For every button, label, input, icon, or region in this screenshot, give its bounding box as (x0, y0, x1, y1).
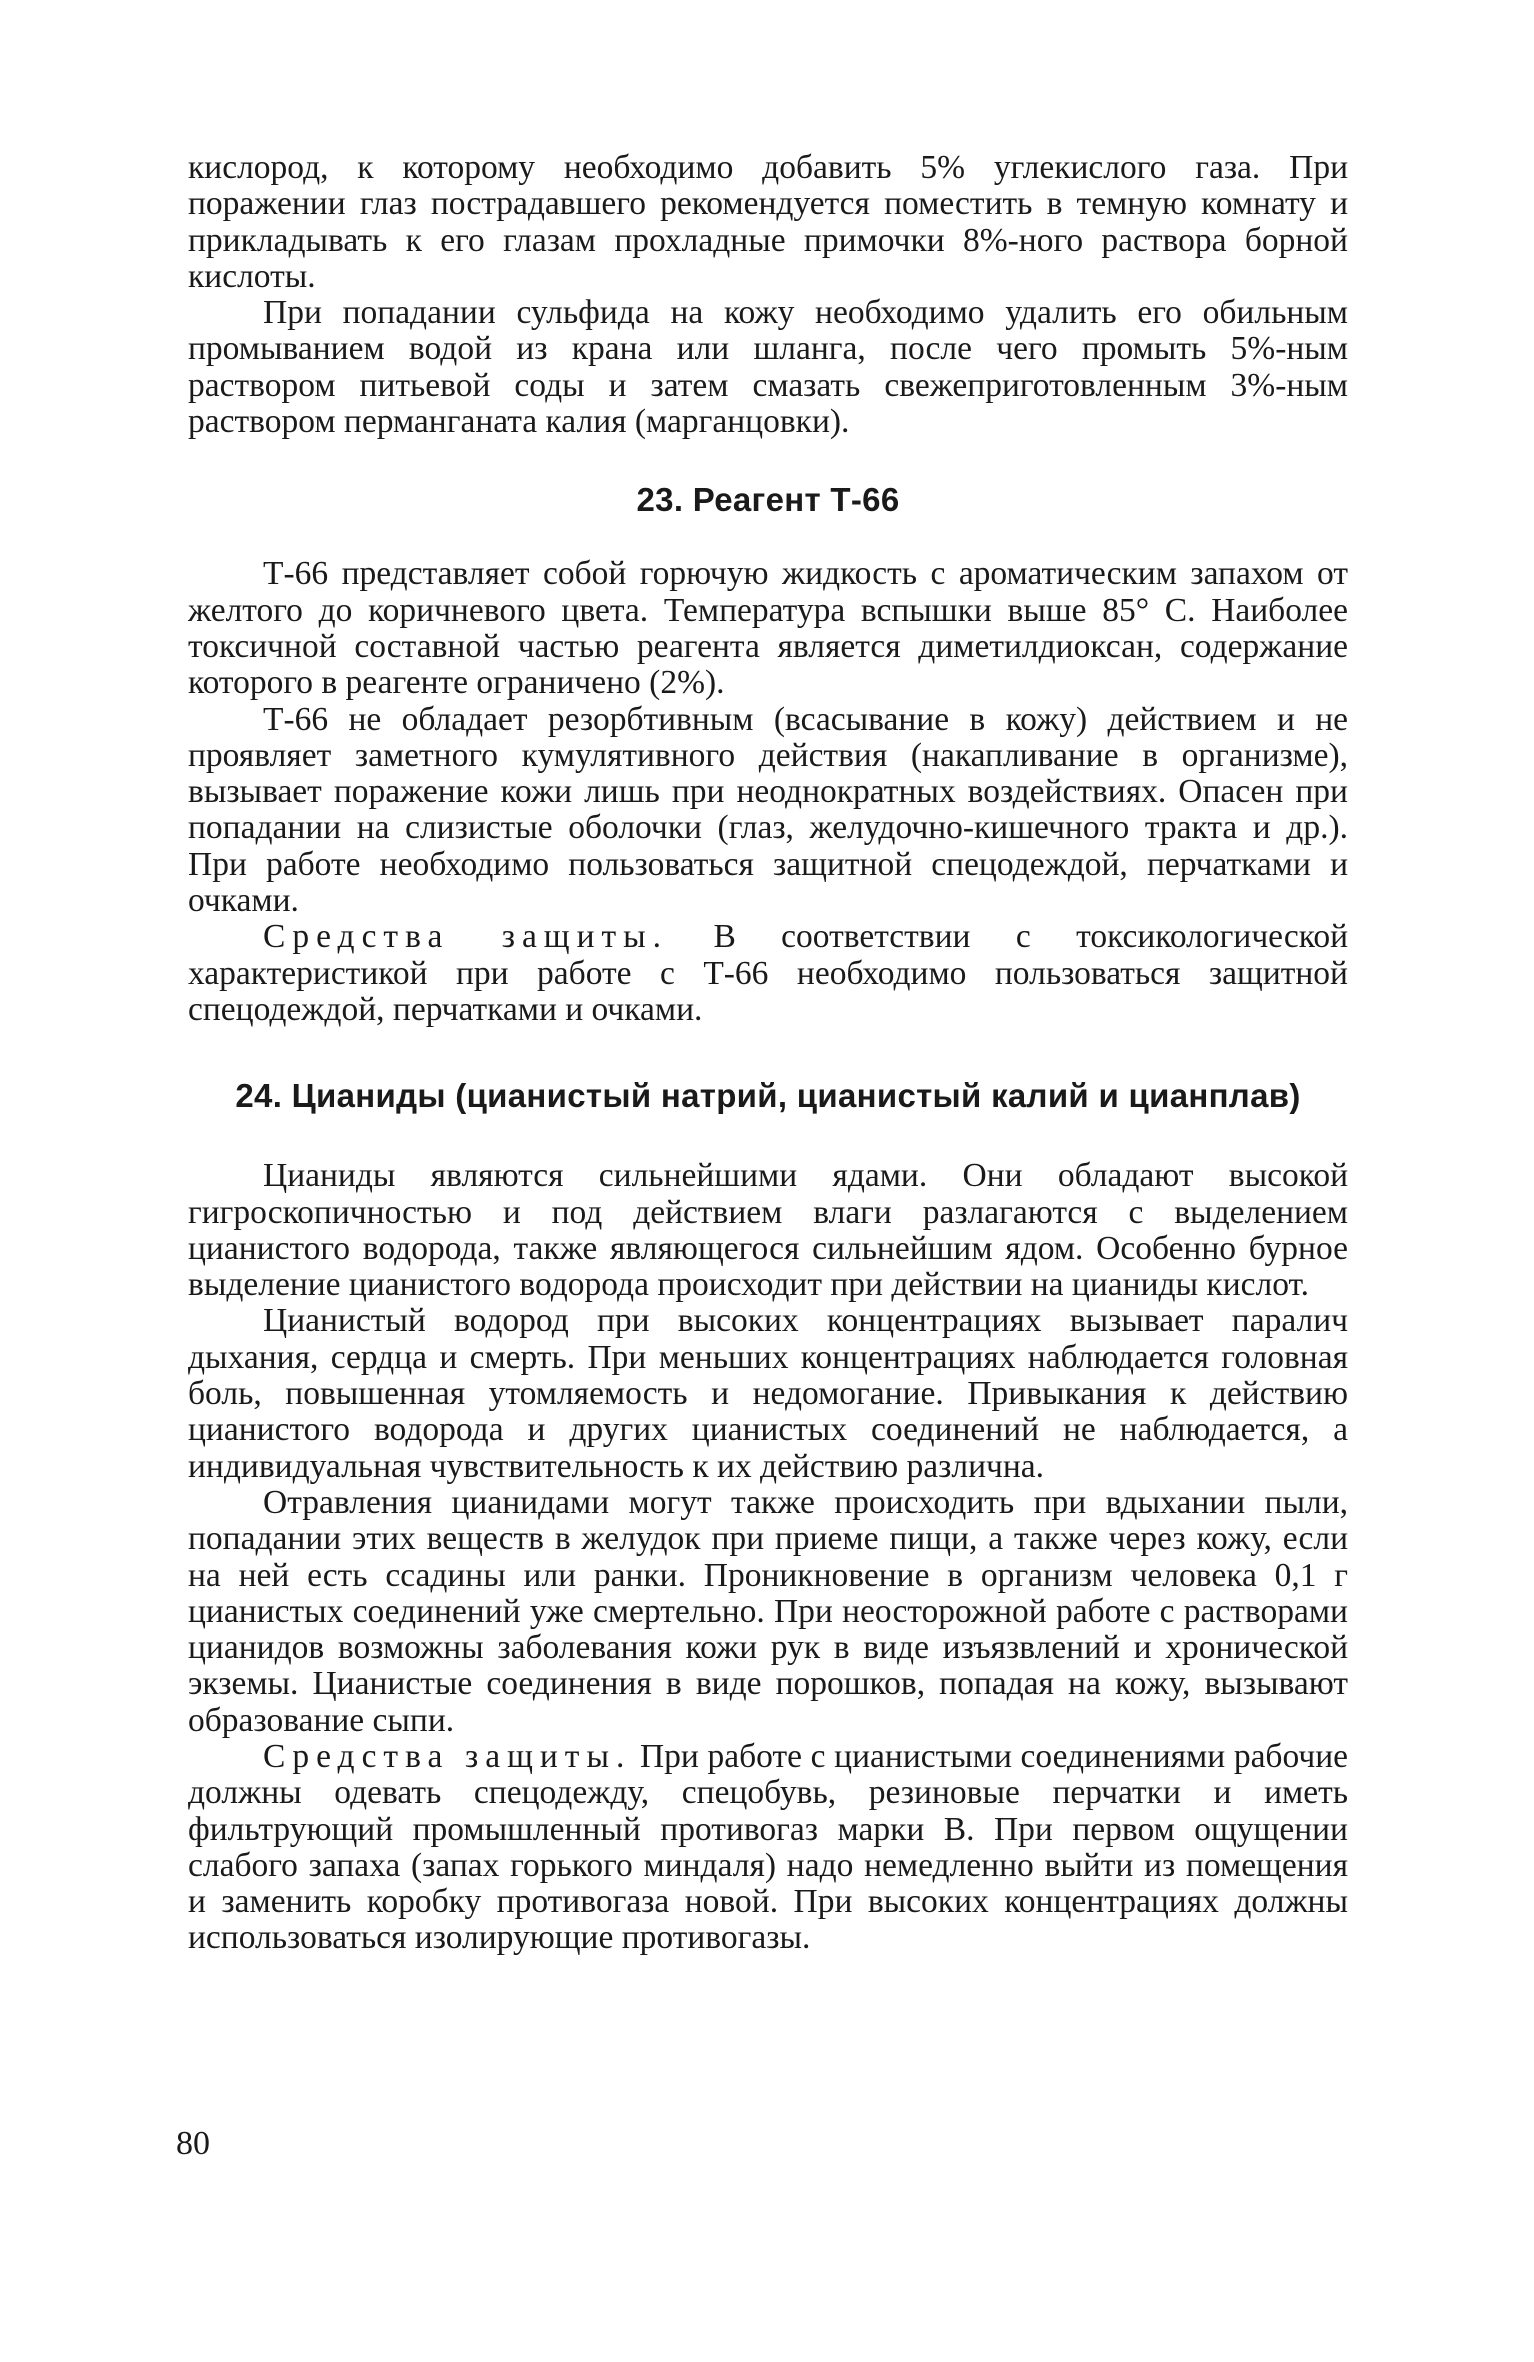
section-23-paragraph-2: Т-66 не обладает резорбтивным (всасывание в кожу) действием и не проявляет заметного кумулятивного действия (накапливание в организме), вызывает поражение кожи лишь при неоднократных воздействиях. Опасен при попадании на слизистые оболочки (глаз, желудочно-кишечного тракта и др.). При работе необходимо пользоваться защитной спецодеждой, перчатками и очками. (188, 700, 1348, 920)
protection-text: В соответствии с токсикологической характеристикой при работе с Т-66 необходимо пользоваться защитной спецодеждой, перчатками и очками. (188, 918, 1348, 1028)
page-body (188, 150, 1348, 1957)
section-24-paragraph-4 (188, 1739, 1348, 1957)
section-23-paragraph-1: Т-66 представляет собой горючую жидкость с ароматическим запахом от желтого до коричневого цвета. Температура вспышки выше 85° С. Наиболее токсичной составной частью реагента является диметилдиоксан, содержание которого в реагенте ограничено (2%). (188, 555, 1348, 702)
section-24-paragraph-2: Цианистый водород при высоких концентрациях вызывает паралич дыхания, сердца и смерть. При меньших концентрациях наблюдается головная боль, повышенная утомляемость и недомогание. Привыкания к действию цианистого водорода и других цианистых соединений не наблюдается, а индивидуальная чувствительность к их действию различна. (188, 1302, 1348, 1485)
protection-label: Средства защиты. (263, 1737, 632, 1775)
protection-text: При работе с цианистыми соединениями рабочие должны одевать спецодежду, спецобувь, резиновые перчатки и иметь фильтрующий промышленный противогаз марки В. При первом ощущении слабого запаха (запах горького миндаля) надо немедленно выйти из помещения и заменить коробку противогаза новой. При высоких концентрациях должны использоваться изолирующие противогазы. (188, 1737, 1349, 1957)
section-23-paragraph-3 (188, 919, 1348, 1028)
intro-paragraph-1: кислород, к которому необходимо добавить 5% углекислого газа. При поражении глаз пострадавшего рекомендуется поместить в темную комнату и прикладывать к его глазам прохладные примочки 8%-ного раствора борной кислоты. (188, 149, 1348, 295)
section-24-paragraph-1: Цианиды являются сильнейшими ядами. Они обладают высокой гигроскопичностью и под действием влаги разлагаются с выделением цианистого водорода, также являющегося сильнейшим ядом. Особенно бурное выделение цианистого водорода происходит при действии на цианиды кислот. (188, 1157, 1348, 1304)
page-number: 80 (176, 2125, 210, 2162)
intro-paragraph-2: При попадании сульфида на кожу необходимо удалить его обильным промыванием водой из крана или шланга, после чего промыть 5%-ным раствором питьевой соды и затем смазать свежеприготовленным 3%-ным раствором перманганата калия (марганцовки). (188, 294, 1348, 441)
section-24-paragraph-3: Отравления цианидами могут также происходить при вдыхании пыли, попадании этих веществ в желудок при приеме пищи, а также через кожу, если на ней есть ссадины или ранки. Проникновение в организм человека 0,1 г цианистых соединений уже смертельно. При неосторожной работе с растворами цианидов возможны заболевания кожи рук в виде изъязвлений и хронической экземы. Цианистые соединения в виде порошков, попадая на кожу, вызывают образование сыпи. (188, 1483, 1348, 1739)
section-24-heading: 24. Цианиды (цианистый натрий, цианистый калий и цианплав) (235, 1077, 1301, 1115)
section-23-heading: 23. Реагент Т-66 (636, 481, 900, 519)
protection-label: Средства защиты. (263, 918, 669, 956)
